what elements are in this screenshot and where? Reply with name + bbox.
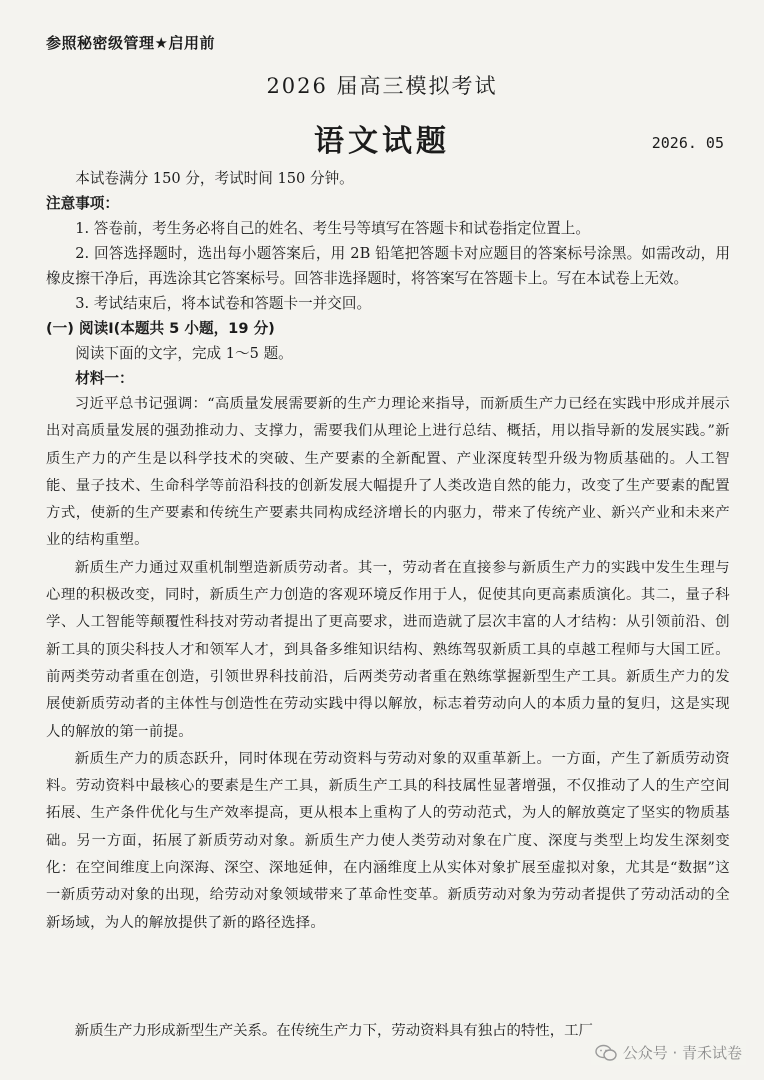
exam-title: 2026 届高三模拟考试 bbox=[266, 74, 498, 98]
notice-title: 注意事项： bbox=[46, 195, 119, 212]
section-title: (一) 阅读Ⅰ(本题共 5 小题，19 分) bbox=[46, 320, 275, 337]
material-paragraph-1: 习近平总书记强调：“高质量发展需要新的生产力理论来指导，而新质生产力已经在实践中形成并展示出对高质量发展的强劲推动力、支撑力，需要我们从理论上进行总结、概括，用以指导新的发展实践。”新质生产力的产生是以科学技术的突破、生产要素的全新配置、产业深度转型升级为物质基础的。人工智能、量子技术、生命科学等前沿科技的创新发展大幅提升了人类改造自然的能力，改变了生产要素的配置方式，使新的生产要素和传统生产要素共同构成经济增长的内驱力，带来了传统产业、新兴产业和未来产业的结构重塑。 bbox=[46, 396, 730, 549]
exam-body bbox=[46, 166, 730, 937]
notice-item-3: 3. 考试结束后，将本试卷和答题卡一并交回。 bbox=[75, 295, 372, 312]
notice-item-2: 2. 回答选择题时，选出每小题答案后，用 2B 铅笔把答题卡对应题目的答案标号涂黑。如需改动，用橡皮擦干净后，再选涂其它答案标号。回答非选择题时，将答案写在答题卡上。写在本试卷上无效。 bbox=[46, 245, 730, 287]
exam-date: 2026. 05 bbox=[651, 134, 724, 152]
material-paragraph-2: 新质生产力通过双重机制塑造新质劳动者。其一，劳动者在直接参与新质生产力的实践中发生生理与心理的积极改变，同时，新质生产力创造的客观环境反作用于人，促使其向更高素质演化。其二，量子科学、人工智能等颠覆性科技对劳动者提出了更高要求，进而造就了层次丰富的人才结构：从引领前沿、创新工具的顶尖科技人才和领军人才，到具备多维知识结构、熟练驾驭新质工具的卓越工程师与大国工匠。前两类劳动者重在创造，引领世界科技前沿，后两类劳动者重在熟练掌握新型生产工具。新质生产力的发展使新质劳动者的主体性与创造性在劳动实践中得以解放，标志着劳动向人的本质力量的复归，这是实现人的解放的第一前提。 bbox=[46, 559, 730, 740]
subject-title: 语文试题 bbox=[314, 124, 450, 159]
material-label: 材料一： bbox=[75, 370, 134, 387]
section-instruction: 阅读下面的文字，完成 1～5 题。 bbox=[75, 345, 293, 362]
notice-item-1: 1. 答卷前，考生务必将自己的姓名、考生号等填写在答题卡和试卷指定位置上。 bbox=[75, 220, 590, 237]
secrecy-label: 参照秘密级管理★启用前 bbox=[46, 34, 215, 52]
material-paragraph-4-partial: 新质生产力形成新型生产关系。在传统生产力下，劳动资料具有独占的特性，工厂 bbox=[74, 1023, 593, 1039]
exam-info: 本试卷满分 150 分，考试时间 150 分钟。 bbox=[75, 170, 354, 187]
watermark bbox=[591, 1040, 746, 1065]
material-paragraph-3: 新质生产力的质态跃升，同时体现在劳动资料与劳动对象的双重革新上。一方面，产生了新质劳动资料。劳动资料中最核心的要素是生产工具，新质生产工具的科技属性显著增强，不仅推动了人的生产空间拓展、生产条件优化与生产效率提高，更从根本上重构了人的劳动范式，为人的解放奠定了坚实的物质基础。另一方面，拓展了新质劳动对象。新质生产力使人类劳动对象在广度、深度与类型上均发生深刻变化：在空间维度上向深海、深空、深地延伸，在内涵维度上从实体对象扩展至虚拟对象，尤其是“数据”这一新质劳动对象的出现，给劳动对象领域带来了革命性变革。新质劳动对象为劳动者提供了劳动活动的全新场域，为人的解放提供了新的路径选择。 bbox=[46, 750, 730, 931]
chat-icon bbox=[595, 1044, 617, 1062]
watermark-text: 公众号 · 青禾试卷 bbox=[622, 1044, 742, 1062]
